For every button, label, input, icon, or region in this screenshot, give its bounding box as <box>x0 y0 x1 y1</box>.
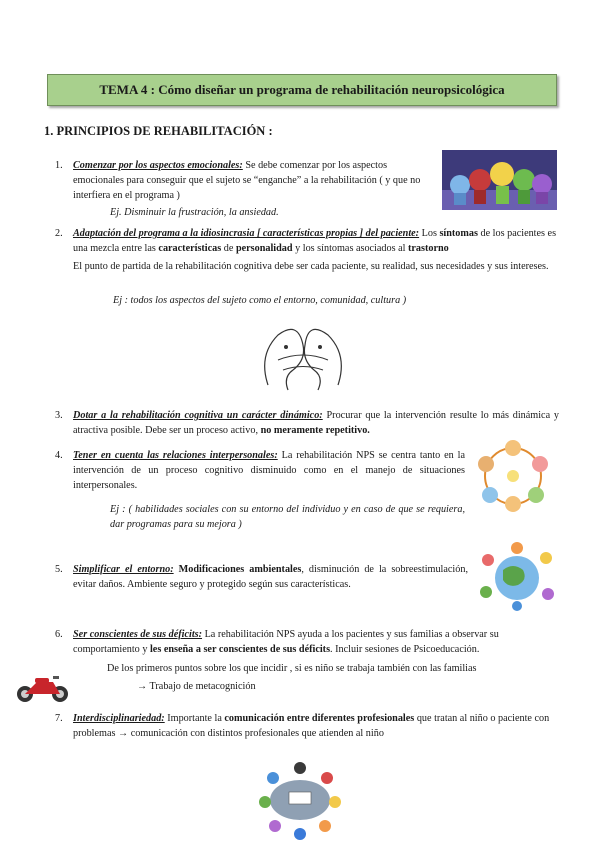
item-note-arrow: → Trabajo de metacognición <box>137 681 256 692</box>
item-heading: Simplificar el entorno: <box>73 564 174 575</box>
item-paragraph: El punto de partida de la rehabilitación cognitiva debe ser cada paciente, su realidad, sus necesidades y sus intereses. <box>73 261 549 272</box>
item-heading: Ser conscientes de sus déficits: <box>73 629 203 640</box>
item-number: 4. <box>55 450 63 461</box>
list-item-2: Adaptación del programa a la idiosincrasia [ características propias ] del paciente: Los síntomas de los pacientes es una mezcla entre las características de personalidad y los síntomas asociados al trastorno <box>73 228 557 254</box>
section-heading: 1. PRINCIPIOS DE REHABILITACIÓN : <box>44 124 273 138</box>
item-heading: Dotar a la rehabilitación cognitiva un carácter dinámico: <box>73 410 323 421</box>
item-note: De los primeros puntos sobre los que incidir , si es niño se trabaja también con las familias <box>107 663 477 674</box>
item-number: 2. <box>55 228 63 239</box>
item-heading: Tener en cuenta las relaciones interpersonales: <box>73 450 278 461</box>
item-example: Ej : todos los aspectos del sujeto como el entorno, comunidad, cultura ) <box>113 295 407 306</box>
item-number: 6. <box>55 629 63 640</box>
list-item-5: Simplificar el entorno: Modificaciones ambientales, disminución de la sobreestimulación, evitar daños. Ambiente seguro y protegido según sus características. <box>73 564 468 590</box>
list-item-6: Ser conscientes de sus déficits: La rehabilitación NPS ayuda a los pacientes y sus familias a observar su comportamiento y les enseña a ser conscientes de sus déficits. Incluir sesiones de Psicoeducación. <box>73 629 499 655</box>
item-number: 3. <box>55 410 63 421</box>
list-item-3: Dotar a la rehabilitación cognitiva un carácter dinámico: Procurar que la intervención resulte lo más dinámica y atractiva posible. Debe ser un proceso activo, no meramente repetitivo. <box>73 410 559 436</box>
item-number: 5. <box>55 564 63 575</box>
item-heading: Comenzar por los aspectos emocionales: <box>73 160 243 171</box>
item-number: 1. <box>55 160 63 171</box>
environment-globe-image <box>478 540 556 612</box>
page-title: TEMA 4 : Cómo diseñar un programa de rehabilitación neuropsicológica <box>47 74 557 106</box>
two-heads-illustration <box>248 315 358 395</box>
people-circle-image <box>472 440 554 512</box>
list-item-7: Interdisciplinariedad: Importante la comunicación entre diferentes profesionales que tratan al niño o paciente con problemas → comunicación con distintos profesionales que atienden al niño <box>73 713 550 739</box>
motorcycle-icon <box>15 672 70 704</box>
item-text: Se debe comenzar por los aspectos emocionales para conseguir que el sujeto se “enganche” a la rehabilitación ( y que no interfiera en el programa ) <box>73 160 421 201</box>
item-example: Ej. Disminuir la frustración, la ansiedad. <box>110 207 279 218</box>
item-heading: Adaptación del programa a la idiosincrasia [ características propias ] del paciente: <box>73 228 420 239</box>
item-heading: Interdisciplinariedad: <box>73 713 165 724</box>
inside-out-characters-image <box>442 150 557 210</box>
list-item-4: Tener en cuenta las relaciones interpersonales: La rehabilitación NPS se centra tanto en la intervención de un proceso cognitivo disminuido como en el manejo de situaciones interpersonales. <box>73 450 465 491</box>
list-item-1 <box>73 158 433 203</box>
item-example: Ej : ( habilidades sociales con su entorno del individuo y en caso de que se requiera, dar programas para su mejora ) <box>110 504 465 530</box>
meeting-table-image <box>253 752 347 842</box>
item-number: 7. <box>55 713 63 724</box>
